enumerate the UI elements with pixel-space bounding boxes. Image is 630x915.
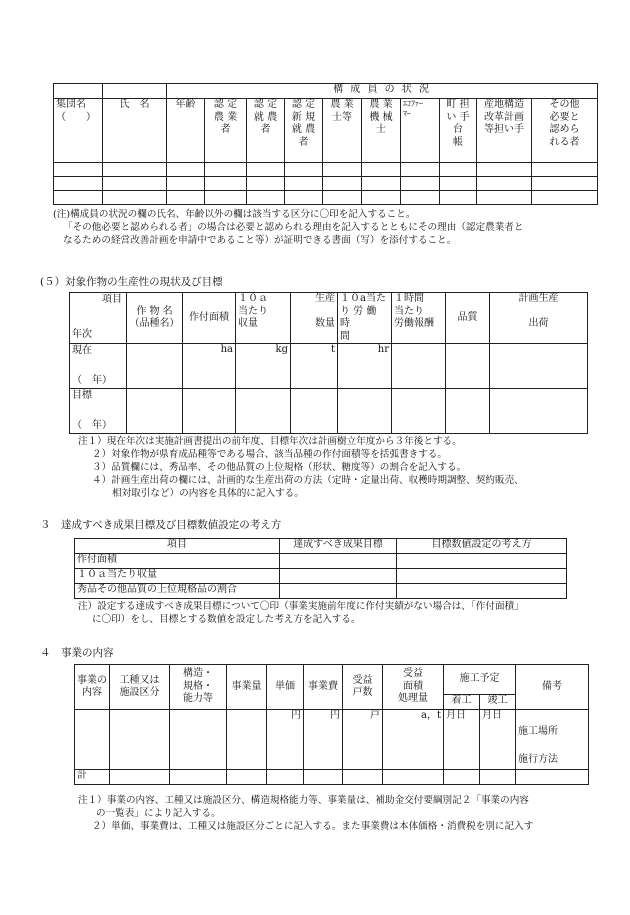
target-row: 秀品その他品質の上位規格品の割合 [75, 584, 567, 599]
member-row [54, 191, 598, 205]
productivity-notes [78, 435, 626, 500]
project-content-header: 事業の 内容 [75, 665, 110, 710]
targets-title: ３ 達成すべき成果目標及び目標数値設定の考え方 [40, 519, 282, 531]
remarks-header: 備考 [516, 665, 589, 710]
note-line: に〇印）をし、目標とする数値を設定した考え方を記入する。 [92, 614, 361, 625]
production-header: 生産 数量 [291, 293, 338, 344]
members-status-header: 構 成 員 の 状 況 [167, 84, 598, 99]
project-total-row [75, 770, 589, 785]
productivity-row-current: 現在 （ 年） ha kg t hr [70, 344, 588, 389]
targets-rationale-header: 目標数値設定の考え方 [397, 539, 567, 554]
construction-site-label: 施工場所 [518, 726, 558, 737]
project-cost-header: 事業費 [304, 665, 343, 710]
total-label: 計 [75, 770, 110, 785]
project-title: ４ 事業の内容 [40, 647, 114, 659]
project-table [74, 664, 589, 785]
group-name-header: 集団名 （ ） [54, 99, 103, 163]
target-row: 作付面積 [75, 554, 567, 569]
note-line: 注１）現在年次は実施計画書提出の前年度、目標年次は計画樹立年度から３年後とする。 [78, 436, 462, 447]
note-line: ４）計画生産出荷の欄には、計画的な生産出荷の方法（定時・定量出荷、収穫時期調整、契約販売、 [92, 475, 524, 486]
members-notes [53, 208, 628, 247]
beneficiary-households-header: 受益 戸数 [343, 665, 383, 710]
project-row: 円 円 戸 a，t 月日 月日 施工場所 施行方法 [75, 710, 589, 770]
productivity-table [69, 292, 588, 434]
members-table [53, 83, 598, 205]
note-line: 注１）事業の内容、工種又は施設区分、構造規格能力等、事業量は、補助金交付要綱別記２「事業の内容 [78, 795, 529, 806]
completion-header: 竣工 [480, 695, 516, 710]
target-row: １０ａ当たり収量 [75, 569, 567, 584]
note-line: 注）設定する達成すべき成果目標について〇印（事業実施前年度に作付実績がない場合は、「作付面積」 [78, 601, 524, 612]
member-row [54, 177, 598, 191]
unit-price-header: 単価 [267, 665, 304, 710]
labor-hours-header: １０a当た り 労 働 時 間 [338, 293, 392, 344]
start-header: 着工 [444, 695, 480, 710]
targets-notes [78, 600, 626, 626]
age-header: 年齢 [167, 99, 205, 163]
status-col-header: 農 業 士等 [323, 99, 362, 163]
structure-header: 構造・ 規格・ 能力等 [170, 665, 227, 710]
beneficiary-area-header: 受益 面積 処理量 [383, 665, 444, 710]
crop-name-header: 作 物 名 （品種名） [127, 293, 183, 344]
note-line: の一覧表」により記入する。 [96, 808, 221, 819]
targets-item-header: 項目 [75, 539, 280, 554]
status-col-header: 産地構造 改革計画 等担い手 [477, 99, 532, 163]
planted-area-header: 作付面積 [183, 293, 236, 344]
quantity-header: 事業量 [227, 665, 267, 710]
work-type-header: 工種又は 施設区分 [110, 665, 170, 710]
status-col-header: その他 必要と 認めら れる者 [532, 99, 598, 163]
item-year-header [70, 293, 127, 344]
item-label: 項目 [102, 294, 122, 305]
construction-method-label: 施行方法 [518, 754, 558, 765]
hourly-reward-header: １時間 当たり 労働報酬 [392, 293, 446, 344]
member-name-header: 氏 名 [103, 99, 167, 163]
note-line: (注)構成員の状況の欄の氏名、年齢以外の欄は該当する区分に〇印を記入すること。 [53, 209, 416, 220]
note-line: 相対取引など）の内容を具体的に記入する。 [112, 488, 304, 499]
quality-header: 品質 [446, 293, 490, 344]
status-col-header: 農 業 機 械 士 [362, 99, 401, 163]
member-row [54, 163, 598, 177]
yield-header: １０ａ 当たり 収量 [236, 293, 291, 344]
note-line: ３）品質欄には、秀品率、その他品質の上位規格（形状、糖度等）の割合を記入する。 [92, 462, 467, 473]
status-col-header: ｴｺﾌｧｰ ﾏｰ [401, 99, 440, 163]
targets-goal-header: 達成すべき成果目標 [280, 539, 397, 554]
status-col-header: 認 定 新 規 就 農 者 [285, 99, 323, 163]
year-label: 年次 [72, 328, 92, 340]
year-cell: 目標 （ 年） [70, 389, 127, 434]
note-line: なるための経営改善計画を申請中であること等）が証明できる書面（写）を添付すること。 [63, 235, 457, 246]
remarks-cell[interactable] [516, 710, 589, 770]
status-col-header: 認 定 農 業 者 [205, 99, 247, 163]
note-line: ２）単価、事業費は、工種又は施設区分ごとに記入する。また事業費は本体価格・消費税を別に記入す [92, 821, 534, 832]
note-line: 「その他必要と認められる者」の場合は必要と認められる理由を記入するとともにその理由（認定農業者と [63, 222, 524, 233]
productivity-title: (５）対象作物の生産性の現状及び目標 [40, 276, 223, 288]
project-notes [78, 794, 626, 833]
year-cell: 現在 （ 年） [70, 344, 127, 389]
status-col-header: 認 定 就 農 者 [247, 99, 285, 163]
productivity-row-target [70, 389, 588, 434]
planned-shipment-header: 計画生産 出荷 [490, 293, 588, 344]
schedule-header: 施工予定 [444, 665, 516, 695]
targets-table [74, 538, 567, 599]
note-line: ２）対象作物が県育成品種等である場合、該当品種の作付面積等を括弧書きする。 [92, 449, 447, 460]
status-col-header: 町 担 い 手 台 帳 [440, 99, 477, 163]
